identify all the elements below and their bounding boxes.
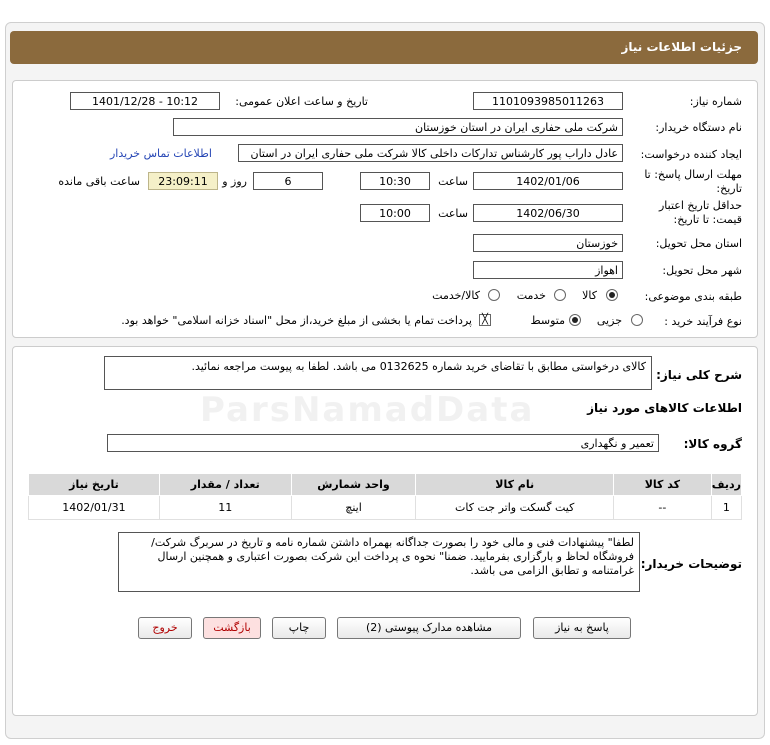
process-option-minor: جزیی [596, 314, 622, 327]
category-option-goods-service: کالا/خدمت [432, 289, 480, 302]
need-number-label: شماره نیاز: [689, 95, 742, 108]
back-button[interactable]: بازگشت [203, 617, 261, 639]
category-label: طبقه بندی موضوعی: [644, 290, 742, 303]
creator-label: ایجاد کننده درخواست: [640, 148, 742, 161]
category-radio-goods-service[interactable] [488, 289, 500, 301]
treasury-payment-checkbox[interactable]: ╳ [479, 314, 491, 326]
exit-button[interactable]: خروج [138, 617, 192, 639]
buyer-contact-link[interactable]: اطلاعات تماس خریدار [110, 147, 212, 160]
cell-row: 1 [711, 496, 741, 520]
buyer-label: نام دستگاه خریدار: [655, 121, 742, 134]
process-radio-minor[interactable] [631, 314, 643, 326]
print-button[interactable]: چاپ [272, 617, 326, 639]
col-unit: واحد شمارش [291, 474, 416, 496]
days-label: روز و [222, 175, 247, 188]
validity-time-field: 10:00 [360, 204, 430, 222]
description-label: شرح کلی نیاز: [656, 368, 742, 382]
col-row: ردیف [711, 474, 741, 496]
buyer-field: شرکت ملی حفاری ایران در استان خوزستان [173, 118, 623, 136]
description-field: کالای درخواستی مطابق با تقاضای خرید شماره 0132625 می باشد. لطفا به پیوست مراجعه نمائید. [104, 356, 652, 390]
cell-code: -- [613, 496, 711, 520]
cell-qty: 11 [159, 496, 291, 520]
send-time-label: ساعت [438, 175, 468, 188]
col-name: نام کالا [416, 474, 614, 496]
province-label: استان محل تحویل: [655, 237, 742, 250]
send-date-field: 1402/01/06 [473, 172, 623, 190]
col-date: تاریخ نیاز [29, 474, 160, 496]
validity-time-label: ساعت [438, 207, 468, 220]
process-radio-medium[interactable] [569, 314, 581, 326]
page-title: جزئیات اطلاعات نیاز [10, 31, 758, 64]
process-option-medium: متوسط [530, 314, 565, 327]
announce-label: تاریخ و ساعت اعلان عمومی: [235, 95, 368, 108]
send-time-field: 10:30 [360, 172, 430, 190]
goods-table [28, 473, 742, 520]
col-qty: تعداد / مقدار [159, 474, 291, 496]
announce-field: 1401/12/28 - 10:12 [70, 92, 220, 110]
validity-date-field: 1402/06/30 [473, 204, 623, 222]
remaining-time-label: ساعت باقی مانده [58, 175, 140, 188]
category-option-service: خدمت [516, 289, 546, 302]
category-radio-service[interactable] [554, 289, 566, 301]
col-code: کد کالا [613, 474, 711, 496]
cell-name: کیت گسکت واتر جت کات [416, 496, 614, 520]
cell-unit: اینچ [291, 496, 416, 520]
reply-button[interactable]: پاسخ به نیاز [533, 617, 631, 639]
goods-group-label: گروه کالا: [683, 437, 742, 451]
city-field: اهواز [473, 261, 623, 279]
need-number-field: 1101093985011263 [473, 92, 623, 110]
goods-group-field: تعمیر و نگهداری [107, 434, 659, 452]
validity-label: حداقل تاریخ اعتبار قیمت: تا تاریخ: [658, 199, 742, 226]
category-option-goods: کالا [582, 289, 597, 302]
cell-date: 1402/01/31 [29, 496, 160, 520]
category-radio-goods[interactable] [606, 289, 618, 301]
send-deadline-label: مهلت ارسال پاسخ: تا تاریخ: [644, 168, 742, 195]
days-field: 6 [253, 172, 323, 190]
remaining-time-field: 23:09:11 [148, 172, 218, 190]
attachments-button[interactable]: مشاهده مدارک پیوستی (2) [337, 617, 521, 639]
city-label: شهر محل تحویل: [662, 264, 742, 277]
goods-table-header [29, 474, 742, 496]
buyer-notes-field: لطفا" پیشنهادات فنی و مالی خود را بصورت جداگانه بهمراه داشتن شماره نامه و تاریخ در سربرگ شرکت/ فروشگاه لحاظ و بارگزاری بفرمایید. ضمنا" نحوه ی پرداخت این شرکت بصورت اعتباری و همچنین ارسال غرامتنامه و تطابق الزامی می باشد. [118, 532, 640, 592]
process-label: نوع فرآیند خرید : [664, 315, 742, 328]
goods-section-title: اطلاعات کالاهای مورد نیاز [587, 401, 742, 415]
watermark: ParsNamadData [200, 390, 535, 430]
creator-field: عادل داراب پور کارشناس تدارکات داخلی کالا شرکت ملی حفاری ایران در استان [238, 144, 623, 162]
province-field: خوزستان [473, 234, 623, 252]
buyer-notes-label: توضیحات خریدار: [640, 557, 742, 571]
treasury-payment-note: پرداخت تمام یا بخشی از مبلغ خرید،از محل "اسناد خزانه اسلامی" خواهد بود. [121, 314, 472, 327]
table-row [29, 496, 742, 520]
